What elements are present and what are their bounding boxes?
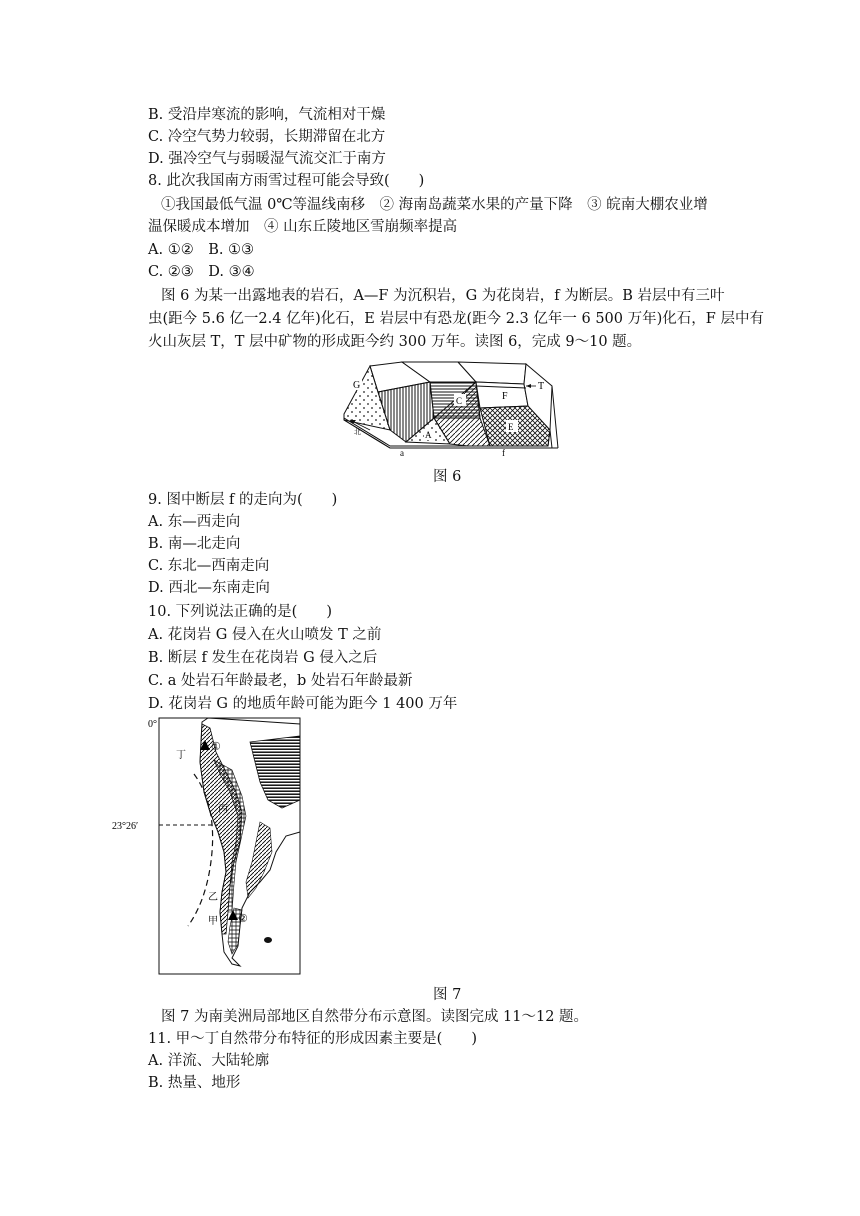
fig6-label-G: G xyxy=(353,380,361,391)
q7-option-b: B. 受沿岸寒流的影响，气流相对干燥 xyxy=(148,107,386,123)
fig7-lat-0: 0° xyxy=(148,719,157,730)
fig6-label-T: T xyxy=(538,381,545,392)
q9-option-a: A. 东—西走向 xyxy=(148,514,241,530)
fig6-label-a: a xyxy=(400,448,404,458)
figure-7-map xyxy=(110,712,310,978)
q7-option-c: C. 冷空气势力较弱，长期滞留在北方 xyxy=(148,129,386,145)
q8-options-cd: C. ②③ D. ③④ xyxy=(148,264,255,280)
fig7-label-yi: 乙 xyxy=(208,892,218,903)
fig7-label-p2: ② xyxy=(238,913,248,925)
fig7-caption: 图 7 xyxy=(433,987,462,1003)
q10-option-c: C. a 处岩石年龄最老，b 处岩石年龄最新 xyxy=(148,673,413,689)
q9-option-d: D. 西北—东南走向 xyxy=(148,580,270,596)
q11-option-a: A. 洋流、大陆轮廓 xyxy=(148,1053,270,1069)
q9-option-c: C. 东北—西南走向 xyxy=(148,558,270,574)
q11-option-b: B. 热量、地形 xyxy=(148,1075,241,1091)
q10-option-a: A. 花岗岩 G 侵入在火山喷发 T 之前 xyxy=(148,627,382,643)
fig6-intro-line3: 火山灰层 T，T 层中矿物的形成距今约 300 万年。读图 6，完成 9～10 题。 xyxy=(148,334,642,350)
fig6-label-C: C xyxy=(456,396,463,406)
q9-option-b: B. 南—北走向 xyxy=(148,536,241,552)
fig6-label-F: F xyxy=(502,391,508,402)
fig6-caption: 图 6 xyxy=(433,469,462,485)
q10-option-b: B. 断层 f 发生在花岗岩 G 侵入之后 xyxy=(148,650,378,666)
q7-option-d: D. 强冷空气与弱暖湿气流交汇于南方 xyxy=(148,151,386,167)
fig6-intro-line2: 虫(距今 5.6 亿一2.4 亿年)化石，E 岩层中有恐龙(距今 2.3 亿年一 6 500 万年)化石，F 层中有 xyxy=(148,311,764,327)
fig6-label-A: A xyxy=(425,430,432,440)
fig6-label-f: f xyxy=(502,448,505,458)
figure-6-block-diagram xyxy=(330,358,562,458)
q8-items-line1: ①我国最低气温 0℃等温线南移 ② 海南岛蔬菜水果的产量下降 ③ 皖南大棚农业增 xyxy=(161,197,708,213)
fig7-label-jia: 甲 xyxy=(208,916,218,927)
q8-items-line2: 温保暖成本增加 ④ 山东丘陵地区雪崩频率提高 xyxy=(148,219,458,235)
fig7-label-p1: ① xyxy=(211,741,221,753)
fig7-label-bing: 丙 xyxy=(218,804,228,815)
fig7-label-ding: 丁 xyxy=(176,750,186,761)
fig6-label-E: E xyxy=(508,422,514,432)
fig6-intro-line1: 图 6 为某一出露地表的岩石，A—F 为沉积岩，G 为花岗岩，f 为断层。B 岩层中有三叶 xyxy=(161,288,725,304)
fig7-lat-tropic: 23°26′ xyxy=(112,821,139,832)
q9-stem: 9. 图中断层 f 的走向为( ) xyxy=(148,492,338,508)
q8-options-ab: A. ①② B. ①③ xyxy=(148,242,255,258)
q10-option-d: D. 花岗岩 G 的地质年龄可能为距今 1 400 万年 xyxy=(148,696,458,712)
fig7-intro: 图 7 为南美洲局部地区自然带分布示意图。读图完成 11～12 题。 xyxy=(161,1009,589,1025)
q11-stem: 11. 甲～丁自然带分布特征的形成因素主要是( ) xyxy=(148,1031,477,1047)
q8-stem: 8. 此次我国南方雨雪过程可能会导致( ) xyxy=(148,173,425,189)
fig6-label-north: 北 xyxy=(354,428,361,436)
q10-stem: 10. 下列说法正确的是( ) xyxy=(148,604,332,620)
